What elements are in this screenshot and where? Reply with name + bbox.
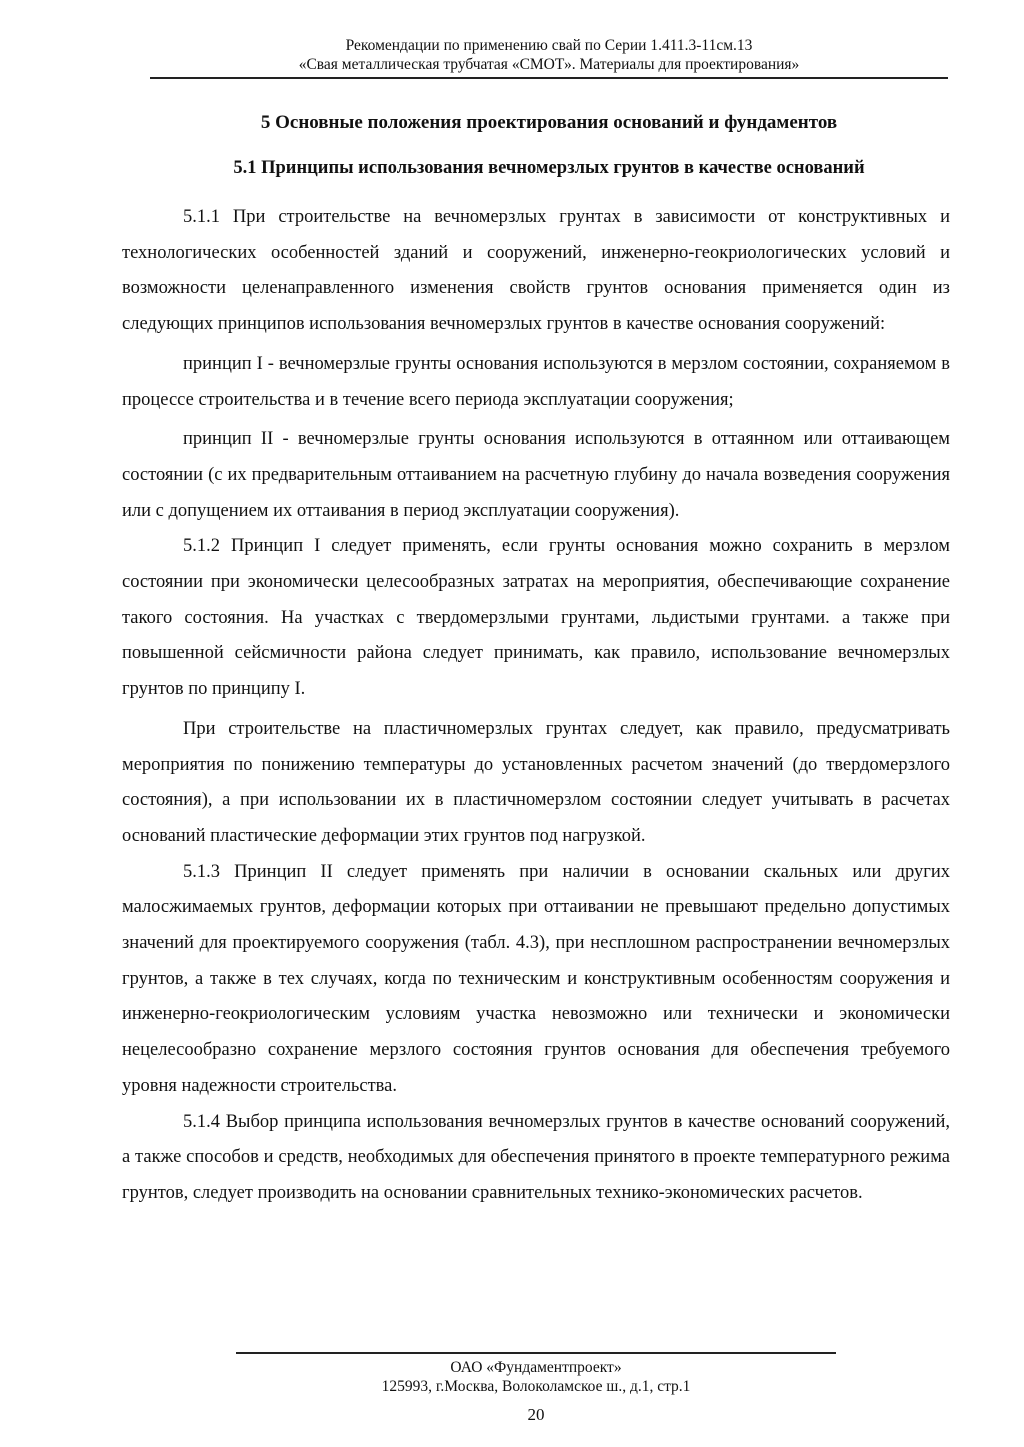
subsection-heading: 5.1 Принципы использования вечномерзлых грунтов в качестве оснований xyxy=(233,158,865,178)
footer-org: ОАО «Фундаментпроект» xyxy=(450,1359,622,1376)
header-line-2: «Свая металлическая трубчатая «СМОТ». Материалы для проектирования» xyxy=(298,56,800,73)
footer-address: 125993, г.Москва, Волоколамское ш., д.1, стр.1 xyxy=(381,1378,691,1395)
header-rule xyxy=(150,77,948,79)
body-text xyxy=(122,200,950,1212)
paragraph-5-1-2: 5.1.2 Принцип I следует применять, если грунты основания можно сохранить в мерзлом состоянии при экономически целесообразных затратах на мероприятия, обеспечивающие сохранение такого состояния. На участках с твердомерзлыми грунтами, льдистыми грунтами. а также при повышенной сейсмичности района следует принимать, как правило, использование вечномерзлых грунтов по принципу I. xyxy=(122,536,950,700)
paragraph-5-1-3: 5.1.3 Принцип II следует применять при наличии в основании скальных или других малосжимаемых грунтов, деформации которых при оттаивании не превышают предельно допустимых значений для проектируемого сооружения (табл. 4.3), при несплошном распространении вечномерзлых грунтов, а также в тех случаях, когда по техническим и конструктивным особенностям сооружения и инженерно-геокриологическим условиям участка невозможно или технически и экономически нецелесообразно сохранение мерзлого состояния грунтов основания для обеспечения требуемого уровня надежности строительства. xyxy=(122,861,950,1096)
paragraph-plastic-frozen: При строительстве на пластичномерзлых грунтах следует, как правило, предусматривать мероприятия по понижению температуры до установленных расчетом значений (до твердомерзлого состояния), а при использовании их в пластичномерзлом состоянии следует учитывать в расчетах оснований пластические деформации этих грунтов под нагрузкой. xyxy=(122,718,950,846)
section-heading: 5 Основные положения проектирования оснований и фундаментов xyxy=(260,112,838,133)
paragraph-5-1-4: 5.1.4 Выбор принципа использования вечномерзлых грунтов в качестве оснований сооружений, а также способов и средств, необходимых для обеспечения принятого в проекте температурного режима грунтов, следует производить на основании сравнительных технико-экономических расчетов. xyxy=(122,1111,950,1203)
footer-rule xyxy=(236,1352,836,1354)
running-header xyxy=(150,36,948,74)
header-line-1: Рекомендации по применению свай по Серии 1.411.3-11см.13 xyxy=(345,37,753,54)
running-footer xyxy=(236,1358,836,1396)
paragraph-principle-2: принцип II - вечномерзлые грунты основания используются в оттаянном или оттаивающем состоянии (с их предварительным оттаиванием на расчетную глубину до начала возведения сооружения или с допущением их оттаивания в период эксплуатации сооружения). xyxy=(122,429,950,521)
paragraph-5-1-1: 5.1.1 При строительстве на вечномерзлых грунтах в зависимости от конструктивных и технологических особенностей зданий и сооружений, инженерно-геокриологических условий и возможности целенаправленного изменения свойств грунтов основания применяется один из следующих принципов использования вечномерзлых грунтов в качестве основания сооружений: xyxy=(122,207,950,335)
page-number: 20 xyxy=(527,1405,545,1424)
paragraph-principle-1: принцип I - вечномерзлые грунты основания используются в мерзлом состоянии, сохраняемом в процессе строительства и в течение всего периода эксплуатации сооружения; xyxy=(122,353,950,410)
